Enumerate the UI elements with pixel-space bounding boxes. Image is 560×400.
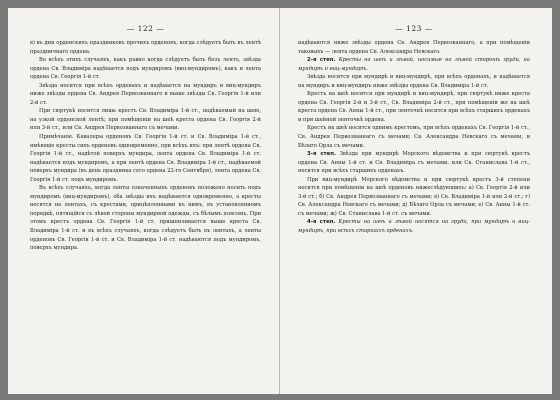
- paragraph-with-heading: [298, 218, 530, 235]
- degree-heading: 3-я степ.: [307, 151, 337, 158]
- paragraph: Въ всѣхъ случаяхъ, когда ленты означенныхъ орденовъ положено носить подъ мундиромъ (виц-мундиромъ), оба звѣзды ихъ надѣваются одновременно, а кресты носятся на лентахъ, съ крестами, прицѣпленными къ нимъ, въ установленномъ порядкѣ, пятящійся съ лѣвой стороны мундирной одежды, съ бѣлымъ поясомъ. При этомъ крестъ ордена Св. Георгія 1-й ст. пришпиливается выше креста Св. Владиміра 1-й ст. и въ всѣхъ случаяхъ, когда слѣдуетъ быть въ лентахъ, а ленты орденовъ Св. Георгія 1-й ст. и Св. Владиміра 1-й ст. надѣваются подъ мундиромъ, поверхъ мундира.: [30, 185, 261, 252]
- paragraph-with-heading: [298, 56, 530, 73]
- paragraph-lead: Кресты на шеѣ и лѣвой, носимые на лѣвой сторонѣ груди, на мундирѣ и виц-мундирѣ.: [298, 57, 530, 72]
- paragraph-with-heading: [298, 150, 530, 176]
- paragraph: Крестъ на шеѣ носится при мундирѣ и виц-мундирѣ, при сюртукѣ ниже креста ордена Св. Георгія 2-й и 3-й ст., Св. Владиміра 2-й ст., при помѣщеніи же на шеѣ креста ордена Св. Анны 1-й ст., при ленточкѣ носится при всѣхъ старшихъ орденахъ и при шейной ленточкѣ ордена.: [298, 91, 530, 123]
- paragraph: Звѣзда носится при мундирѣ и виц-мундирѣ, при всѣхъ орденахъ, и надѣвается на мундиръ и виц-мундиръ ниже звѣзды ордена Св. Владиміра 1-й ст.: [298, 74, 530, 89]
- paragraph-lead: Кресты на шеѣ и лѣвой носятся на груди, при мундирѣ и виц-мундирѣ, при всѣхъ старшихъ орденахъ.: [298, 219, 530, 235]
- left-page: [8, 8, 280, 394]
- paragraph: надѣваются ниже звѣзды ордена Св. Андрея Первозваннаго, а при помѣщеніи таковыхъ — лента ордена Св. Александра Невскаго.: [298, 40, 530, 55]
- paragraph: При сюртукѣ носится лишь крестъ Св. Владиміра 1-й ст., надѣваемый на шею, на узкой орденской лентѣ; при помѣщеніи на шеѣ креста ордена Св. Георгія 2-й или 3-й ст., или Св. Андрея Первозваннаго съ мечами.: [30, 108, 261, 132]
- paragraph-lead: Звѣзда при мундирѣ Морского вѣдомства и при сюртукѣ крестъ ордена Св. Анны 1-й ст. и Св. Владиміра съ мечами, или Св. Станислава 1-й ст., носится при всѣхъ старшихъ орденахъ.: [298, 151, 531, 175]
- paragraph: При виц-мундирѣ Морского вѣдомства и при сюртукѣ крестъ 3-й степени носится при помѣщеніи на шеѣ орденовъ нижеслѣдующихъ: а) Св. Георгія 2-й или 3-й ст.; б) Св. Андрея Первозваннаго съ мечами; в) Св. Владиміра 1-й или 2-й ст.; г) Св. Александра Невскаго съ мечами; д) Бѣлаго Орла съ мечами; е) Св. Анны 1-й ст. съ мечами; ж) Св. Станислава 1-й ст. съ мечами.: [298, 176, 530, 217]
- paragraph: Звѣзда носится при всѣхъ орденахъ и надѣвается на мундиръ и виц-мундиръ ниже звѣзды ордена Св. Андрея Первозваннаго и выше звѣзды Св. Георгія 1-й или 2-й ст.: [30, 82, 261, 106]
- paragraph: Крестъ на шеѣ носится однимъ крестомъ, при всѣхъ орденахъ Св. Георгія 1-й ст., Св. Андрея Первозваннаго съ мечами; Св. Александра Невскаго съ мечами, и Бѣлаго Орла съ мечами.: [298, 125, 530, 149]
- page-text: [298, 39, 530, 236]
- degree-heading: 4-я степ.: [307, 219, 336, 226]
- page-number: — 123 —: [395, 24, 433, 33]
- page-number: — 122 —: [126, 24, 165, 33]
- degree-heading: 2-я степ.: [307, 57, 336, 64]
- paragraph: Во всѣхъ этихъ случаяхъ, какъ равно когда слѣдуетъ быть безъ лентъ, звѣзда ордена Св. Владиміра надѣвается подъ мундиромъ (виц-мундиромъ), какъ и лента ордена Св. Георгія 1-й ст.: [30, 57, 261, 81]
- book-spread: [8, 8, 552, 394]
- paragraph: Примѣчаніе. Кавалеры орденовъ Св. Георгія 1-й ст. и Св. Владиміра 1-й ст., имѣющіе кресты сихъ орденовъ одновременно, при всѣхъ ихъ: при лентѣ ордена Св. Георгія 1-й ст., надѣтой поверхъ мундира, лента ордена Св. Владиміра 1-й ст. надѣвается подъ мундиромъ, а при лентѣ ордена Св. Владиміра 1-й ст., надѣваемой поверхъ мундира (въ день праздника сего ордена 22-го Сентября), лента ордена Св. Георгія 1-й ст. подъ мундиромъ.: [30, 134, 261, 183]
- paragraph: в) въ дни орденскихъ праздниковъ прочихъ орденовъ, когда слѣдуетъ быть въ лентѣ праздничнаго ордена.: [30, 40, 261, 55]
- page-text: [30, 39, 261, 253]
- right-page: [280, 8, 552, 394]
